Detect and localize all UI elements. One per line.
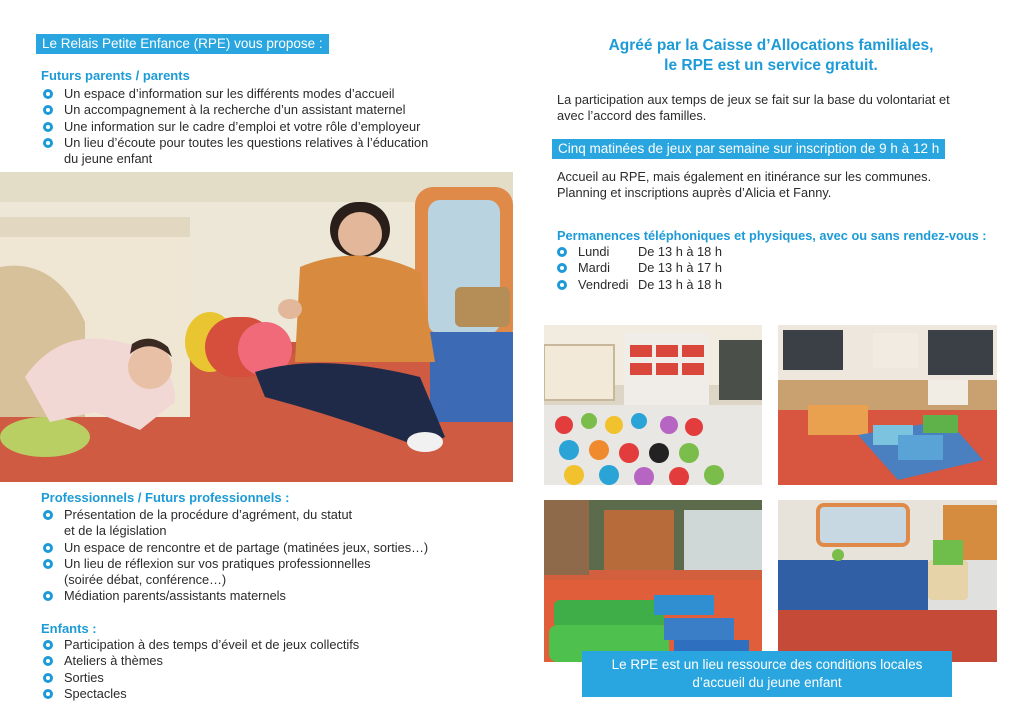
parents-heading: Futurs parents / parents <box>41 68 190 83</box>
list-item: Une information sur le cadre d’emploi et votre rôle d’employeur <box>43 119 483 135</box>
permanences-list <box>557 244 722 293</box>
photo-foam-blocks <box>544 500 762 662</box>
permanence-row: Mardi De 13 h à 17 h <box>557 260 722 276</box>
photo-mat-room <box>778 500 997 662</box>
parents-list <box>43 86 483 167</box>
list-item: Présentation de la procédure d’agrément, du statut <box>43 507 483 523</box>
photo-playmat <box>544 325 762 485</box>
list-item: Un espace d’information sur les différents modes d’accueil <box>43 86 483 102</box>
list-item: Un lieu de réflexion sur vos pratiques professionnelles <box>43 556 483 572</box>
agreement-title: Agréé par la Caisse d’Allocations familiales, le RPE est un service gratuit. <box>608 37 934 74</box>
accueil-text: Accueil au RPE, mais également en itinérance sur les communes. Planning et inscriptions auprès d’Alicia et Fanny. <box>557 169 932 201</box>
bullet-icon <box>43 510 53 520</box>
bullet-icon <box>43 673 53 683</box>
bullet-icon <box>43 689 53 699</box>
bullet-icon <box>557 263 567 273</box>
list-item: Spectacles <box>43 686 483 702</box>
bullet-icon <box>43 138 53 148</box>
bullet-icon <box>557 280 567 290</box>
bullet-icon <box>43 122 53 132</box>
list-item: Un espace de rencontre et de partage (matinées jeux, sorties…) <box>43 540 483 556</box>
bullet-icon <box>43 591 53 601</box>
list-item: Ateliers à thèmes <box>43 653 483 669</box>
bullet-icon <box>43 105 53 115</box>
list-item: Médiation parents/assistants maternels <box>43 588 483 604</box>
permanence-row: Lundi De 13 h à 18 h <box>557 244 722 260</box>
enfants-list <box>43 637 483 702</box>
list-item: Un accompagnement à la recherche d’un assistant maternel <box>43 102 483 118</box>
bullet-icon <box>43 656 53 666</box>
bullet-icon <box>43 559 53 569</box>
list-item-continuation: (soirée débat, conférence…) <box>64 572 227 588</box>
list-item-continuation: et de la législation <box>64 523 167 539</box>
playroom-photo <box>0 172 513 482</box>
list-item-continuation: du jeune enfant <box>64 151 153 167</box>
ressource-callout: Le RPE est un lieu ressource des conditions locales d’accueil du jeune enfant <box>582 651 952 697</box>
bullet-icon <box>43 543 53 553</box>
bullet-icon <box>43 89 53 99</box>
enfants-heading: Enfants : <box>41 621 97 636</box>
permanence-row: Vendredi De 13 h à 18 h <box>557 277 722 293</box>
pros-heading: Professionnels / Futurs professionnels : <box>41 490 290 505</box>
photo-motor-room <box>778 325 997 485</box>
list-item: Participation à des temps d’éveil et de jeux collectifs <box>43 637 483 653</box>
participation-text: La participation aux temps de jeux se fait sur la base du volontariat et avec l’accord des familles. <box>557 92 950 124</box>
permanences-heading: Permanences téléphoniques et physiques, avec ou sans rendez-vous : <box>557 228 987 243</box>
bullet-icon <box>43 640 53 650</box>
pros-list <box>43 507 483 605</box>
list-item: Sorties <box>43 670 483 686</box>
bullet-icon <box>557 247 567 257</box>
intro-band: Le Relais Petite Enfance (RPE) vous propose : <box>36 34 329 54</box>
list-item: Un lieu d’écoute pour toutes les questions relatives à l’éducation <box>43 135 483 151</box>
matinees-band: Cinq matinées de jeux par semaine sur inscription de 9 h à 12 h <box>552 139 945 159</box>
